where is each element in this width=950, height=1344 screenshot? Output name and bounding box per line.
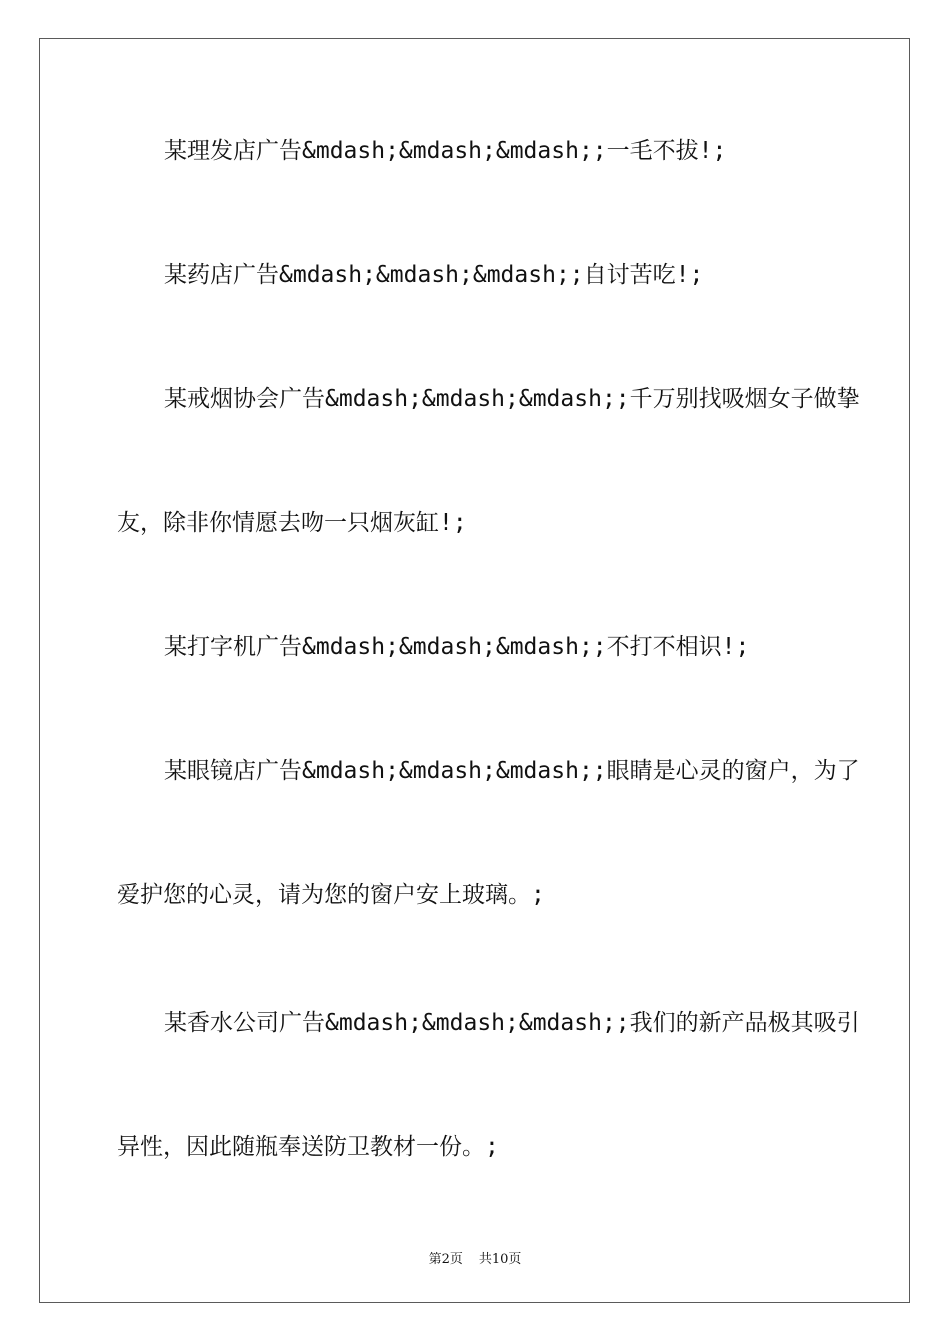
ad-line-barber: 某理发店广告&mdash;&mdash;&mdash;;一毛不拔!; bbox=[164, 138, 727, 164]
ad-line-optician: 某眼镜店广告&mdash;&mdash;&mdash;;眼睛是心灵的窗户，为了 bbox=[164, 758, 860, 784]
page-border bbox=[39, 38, 910, 1303]
ad-line-perfume: 某香水公司广告&mdash;&mdash;&mdash;;我们的新产品极其吸引 bbox=[164, 1010, 860, 1036]
ad-line-optician-cont: 爱护您的心灵，请为您的窗户安上玻璃。; bbox=[117, 882, 545, 908]
ad-line-smoking-association: 某戒烟协会广告&mdash;&mdash;&mdash;;千万别找吸烟女子做挚 bbox=[164, 386, 860, 412]
ad-line-smoking-association-cont: 友，除非你情愿去吻一只烟灰缸!; bbox=[117, 510, 467, 536]
page-total: 共10页 bbox=[478, 1252, 522, 1267]
ad-line-typewriter: 某打字机广告&mdash;&mdash;&mdash;;不打不相识!; bbox=[164, 634, 750, 660]
page-number: 第2页 bbox=[428, 1252, 463, 1267]
page-footer bbox=[0, 1248, 950, 1267]
ad-line-perfume-cont: 异性，因此随瓶奉送防卫教材一份。; bbox=[117, 1134, 499, 1160]
ad-line-pharmacy: 某药店广告&mdash;&mdash;&mdash;;自讨苦吃!; bbox=[164, 262, 704, 288]
